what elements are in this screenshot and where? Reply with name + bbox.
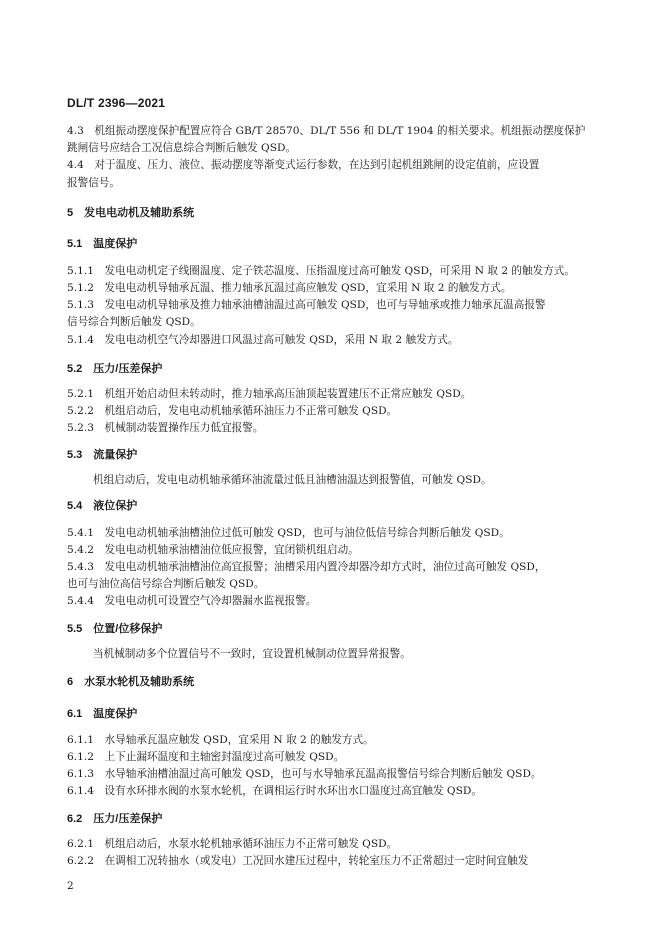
doc-number-header: DL/T 2396—2021: [67, 96, 166, 110]
clause-5-2-3: 5.2.3 机械制动装置操作压力低宜报警。: [67, 422, 264, 434]
clause-5-1-4: 5.1.4 发电电动机空气冷却器进口风温过高可触发 QSD，采用 N 取 2 触发方式。: [67, 334, 459, 346]
clause-4-4-line2: 报警信号。: [67, 177, 120, 189]
clause-5-4-3-line1: 5.4.3 发电电动机轴承油槽油位高宜报警；油槽采用内置冷却器冷却方式时，油位过高可触发 QSD，: [67, 561, 546, 573]
section-6-1-title: 6.1 温度保护: [67, 708, 138, 720]
clause-5-1-2: 5.1.2 发电电动机导轴承瓦温、推力轴承瓦温过高应触发 QSD，宜采用 N 取 2 的触发方式。: [67, 282, 512, 294]
clause-6-1-1: 6.1.1 水导轴承瓦温应触发 QSD，宜采用 N 取 2 的触发方式。: [67, 734, 374, 746]
clause-6-1-2: 6.1.2 上下止漏环温度和主轴密封温度过高可触发 QSD。: [67, 751, 345, 763]
clause-6-2-1: 6.2.1 机组启动后，水泵水轮机轴承循环油压力不正常可触发 QSD。: [67, 838, 398, 850]
clause-5-1-3-line1: 5.1.3 发电电动机导轴承及推力轴承油槽油温过高可触发 QSD，也可与导轴承或推力轴承瓦温高报警: [67, 299, 546, 311]
clause-6-1-4: 6.1.4 设有水环排水阀的水泵水轮机，在调相运行时水环出水口温度过高宜触发 QSD。: [67, 785, 482, 797]
section-5-3-body: 机组启动后，发电电动机轴承循环油流量过低且油槽油温达到报警值，可触发 QSD。: [93, 474, 492, 486]
clause-4-3-line1: 4.3 机组振动摆度保护配置应符合 GB/T 28570、DL/T 556 和 DL/T 1904 的相关要求。机组振动摆度保护: [67, 125, 586, 137]
page-number: 2: [67, 880, 74, 892]
section-6-title: 6 水泵水轮机及辅助系统: [67, 676, 195, 688]
clause-5-4-1: 5.4.1 发电电动机轴承油槽油位过低可触发 QSD，也可与油位低信号综合判断后触发 QSD。: [67, 527, 510, 539]
section-5-5-body: 当机械制动多个位置信号不一致时，宜设置机械制动位置异常报警。: [93, 648, 411, 660]
section-5-2-title: 5.2 压力/压差保护: [67, 363, 163, 375]
clause-5-4-3-line2: 也可与油位高信号综合判断后触发 QSD。: [67, 578, 265, 590]
section-5-title: 5 发电电动机及辅助系统: [67, 207, 195, 219]
section-5-5-title: 5.5 位置/位移保护: [67, 623, 163, 635]
clause-5-2-1: 5.2.1 机组开始启动但未转动时，推力轴承高压油顶起装置建压不正常应触发 QSD。: [67, 388, 472, 400]
section-5-1-title: 5.1 温度保护: [67, 238, 138, 250]
clause-5-4-2: 5.4.2 发电电动机轴承油槽油位低应报警，宜闭锁机组启动。: [67, 544, 359, 556]
clause-4-3-line2: 跳闸信号应结合工况信息综合判断后触发 QSD。: [67, 142, 297, 154]
clause-6-2-2: 6.2.2 在调相工况转抽水（或发电）工况回水建压过程中，转轮室压力不正常超过一定时间宜触发: [67, 855, 529, 867]
clause-5-4-4: 5.4.4 发电电动机可设置空气冷却器漏水监视报警。: [67, 595, 317, 607]
section-5-4-title: 5.4 液位保护: [67, 500, 138, 512]
clause-4-4-line1: 4.4 对于温度、压力、液位、振动摆度等渐变式运行参数，在达到引起机组跳闸的设定值前，应设置: [67, 159, 540, 171]
clause-5-1-3-line2: 信号综合判断后触发 QSD。: [67, 316, 201, 328]
clause-6-1-3: 6.1.3 水导轴承油槽油温过高可触发 QSD，也可与水导轴承瓦温高报警信号综合判断后触发 QSD。: [67, 768, 542, 780]
clause-5-1-1: 5.1.1 发电电动机定子线圈温度、定子铁芯温度、压指温度过高可触发 QSD，可采用 N 取 2 的触发方式。: [67, 265, 575, 277]
clause-5-2-2: 5.2.2 机组启动后，发电电动机轴承循环油压力不正常可触发 QSD。: [67, 405, 398, 417]
section-6-2-title: 6.2 压力/压差保护: [67, 813, 163, 825]
section-5-3-title: 5.3 流量保护: [67, 449, 138, 461]
